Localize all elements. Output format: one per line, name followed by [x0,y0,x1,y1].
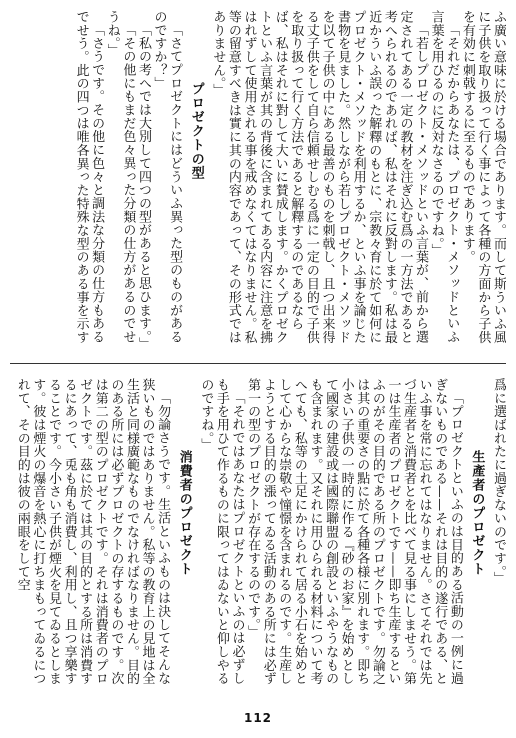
paragraph: 「勿論さうです。生活といふものは決してそんな狭いものではありません。私等の教育上の見地は全生活と同様廣範なものでなければなりません。目的のある所には必ずプロゼクトの存するものです。次は第二の型のプロゼクトです。それは消費者のプロゼクトです。茲に於ては其の目的とする所は消費するにあって、兎も角も消費し、利用し、且つ享樂することです。今小さい子供が煙火を見てゐるとします。彼は煙火の爆音を熱心に打ちまもってゐるにつれて、その目的は彼の兩眼をして空 [14,378,171,686]
paragraph: 「それだからあなたは、プロゼクト・メソッドといふ言葉を用ひるのに反対なさるのですね。」 [428,10,460,344]
paragraph: 「その他にもまだ色々異った分類の仕方があるのでせうね。」 [104,10,136,344]
column-divider [10,363,506,364]
lower-text-block [10,378,506,696]
paragraph: 爲に選ばれたに過ぎないのです。」 [491,378,506,586]
paragraph: 「さてプロゼクトにはどういふ異った型のものがあるのですか？」 [151,10,183,344]
paragraph: 「さうです。その他に色々と調法な分類の仕方もあるでせう。此の四つは唯各異った特殊な型のある事を示す [73,10,105,344]
paragraph: 「私の考へでは大別して四つの型があると思ひます。」 [135,23,151,350]
paragraph: 「プロゼクトといふのは目的ある活動の一例に過ぎないものである——それは目的の遂行である、といふ事を常に忘れてはなりません。さてそれでは先づ生産者と消費者とを比べて見る事にしませう。第一は生産者のプロゼクトです——即ち生産するといふのがその目的である所のプロゼクトです。勿論之は其の重要さの點に於て各種各様に別れます。即ち小さい子供の一時的に作る『砂のお家』を始めとして國家の建設或は國際聯盟の創設といふやうなものも含まれます。又それに用ひられる材料について考へても、私等の土足にかけられて居る小石を始めとして心からな崇敬や憧憬を含まれるのです。生産しようとする目的の漲ってゐる活動のある所には必ず第一の型のプロゼクトが存在するのです。」 [245,378,463,686]
paragraph: ふ廣い意味に於ける場合であります。而して斯ういふ風に子供を取り扱って行く事によって各種の方面から子供を有効に刺戟するに至るものであります。 [459,10,506,344]
upper-text-block [10,10,506,350]
section-heading: 生產者のプロゼクト [469,449,485,576]
page-number: 112 [243,711,273,725]
section-heading: プロゼクトの型 [188,81,204,180]
paragraph: 「若しプロゼクト・メソッドといふ言葉が、前から選定されてある一定の教材を注ぎ込む爲の一方法であると考へられるのであれば、私はそれに反對します。私は最近かういふ誤った解釋のもとに、宗教々育に於て如何にプロゼクト・メソッドを利用するか、といふ事を論じた書物を見ました。然しながら若しプロゼクト・メソッドを以て子供の中にある最善のものを刺戟し、且つ出来得る丈子供をして自ら信頼せしむる爲に一定の目的で子供を取り扱って行く方法であると解釋するのであるならば、私はそれに對して大いに賛成します。かくプロゼクトといふ言葉が其の背後に含まれてある内容に注意を拂はれずして使用される事を戒めなくてはなりません。私等の留意すべきは實に其の内容であって、その形式ではありません。」 [210,10,429,344]
section-heading: 消費者のプロゼクト [176,449,192,576]
paragraph: 「それではあなたはプロゼクトといふのは必ずしも手を用ひて作るものに限ってはゐないと仰しやるのですね。」 [198,378,245,686]
